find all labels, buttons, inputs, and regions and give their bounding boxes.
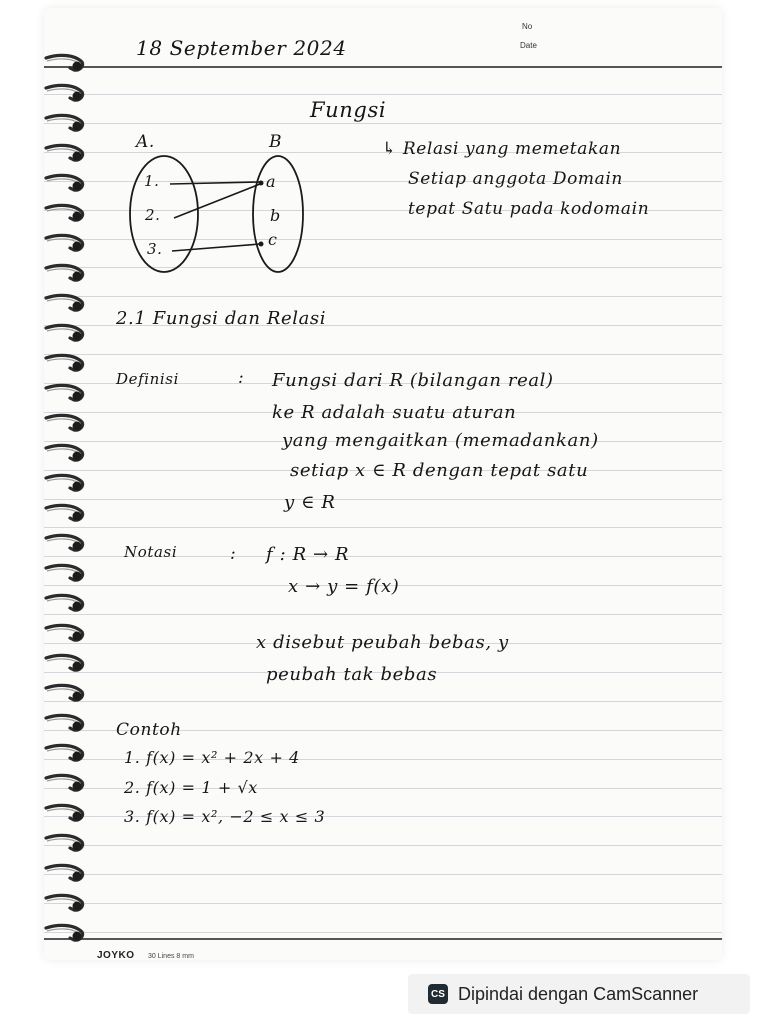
- example-item: 1. f(x) = x² + 2x + 4: [124, 748, 300, 767]
- footer-rule: [44, 938, 722, 940]
- spiral-ring: [44, 112, 86, 134]
- spiral-ring: [44, 292, 86, 314]
- notation-line: x → y = f(x): [288, 576, 400, 597]
- example-item: 2. f(x) = 1 + √x: [124, 778, 258, 797]
- spiral-ring: [44, 562, 86, 584]
- ruled-line: [44, 701, 722, 702]
- spiral-ring: [44, 712, 86, 734]
- section-heading: 2.1 Fungsi dan Relasi: [116, 308, 327, 329]
- domain-ellipse: [130, 156, 198, 272]
- spiral-ring: [44, 472, 86, 494]
- domain-item: 3.: [147, 240, 163, 258]
- notebook-spec: 30 Lines 8 mm: [148, 953, 194, 960]
- date-label: Date: [520, 41, 537, 50]
- arrow-2-a: [174, 184, 260, 218]
- codomain-item: c: [268, 230, 278, 249]
- spiral-ring: [44, 592, 86, 614]
- spiral-ring: [44, 772, 86, 794]
- header-rule: [44, 66, 722, 68]
- definisi-line: setiap x ∈ R dengan tepat satu: [290, 460, 589, 481]
- ruled-line: [44, 123, 722, 124]
- spiral-ring: [44, 682, 86, 704]
- spiral-ring: [44, 922, 86, 944]
- ruled-line: [44, 874, 722, 875]
- notebook-brand: JOYKO: [97, 950, 135, 961]
- set-b-label: B: [269, 132, 283, 152]
- spiral-ring: [44, 502, 86, 524]
- ruled-line: [44, 527, 722, 528]
- ruled-line: [44, 845, 722, 846]
- spiral-ring: [44, 232, 86, 254]
- point-c: [259, 242, 264, 247]
- page-title: Fungsi: [310, 98, 387, 122]
- note-line: tepat Satu pada kodomain: [408, 199, 650, 219]
- contoh-label: Contoh: [116, 720, 182, 740]
- definisi-colon: :: [238, 368, 245, 388]
- spiral-ring: [44, 742, 86, 764]
- point-a: [259, 181, 264, 186]
- definisi-line: Fungsi dari R (bilangan real): [272, 370, 554, 391]
- note-line: ↳ Relasi yang memetakan: [382, 139, 622, 159]
- ruled-line: [44, 903, 722, 904]
- codomain-item: a: [266, 172, 277, 191]
- spiral-ring: [44, 262, 86, 284]
- spiral-ring: [44, 862, 86, 884]
- arrow-3-c: [172, 244, 260, 251]
- spiral-ring: [44, 202, 86, 224]
- arrow-1-a: [170, 182, 260, 184]
- ruled-line: [44, 354, 722, 355]
- notebook-page: [44, 8, 722, 960]
- spiral-ring: [44, 442, 86, 464]
- domain-item: 2.: [145, 206, 161, 224]
- example-item: 3. f(x) = x², −2 ≤ x ≤ 3: [124, 807, 326, 826]
- spiral-ring: [44, 802, 86, 824]
- notation-line: f : R → R: [266, 544, 350, 565]
- ruled-line: [44, 94, 722, 95]
- definisi-line: ke R adalah suatu aturan: [272, 402, 517, 423]
- spiral-ring: [44, 622, 86, 644]
- codomain-item: b: [270, 206, 281, 225]
- camscanner-watermark: [408, 974, 750, 1014]
- set-a-label: A.: [136, 132, 155, 152]
- explanation-line: x disebut peubah bebas, y: [256, 632, 509, 653]
- definisi-label: Definisi: [116, 370, 180, 388]
- notasi-colon: :: [230, 544, 237, 564]
- definisi-line: yang mengaitkan (memadankan): [282, 430, 599, 451]
- spiral-ring: [44, 832, 86, 854]
- notasi-label: Notasi: [124, 543, 178, 561]
- domain-item: 1.: [144, 172, 160, 190]
- camscanner-logo-icon: CS: [428, 984, 448, 1004]
- spiral-ring: [44, 892, 86, 914]
- spiral-ring: [44, 142, 86, 164]
- spiral-ring: [44, 412, 86, 434]
- definisi-line: y ∈ R: [284, 492, 336, 513]
- no-label: No: [522, 22, 533, 31]
- spiral-ring: [44, 382, 86, 404]
- spiral-ring: [44, 352, 86, 374]
- ruled-line: [44, 932, 722, 933]
- note-line: Setiap anggota Domain: [408, 169, 623, 189]
- spiral-ring: [44, 172, 86, 194]
- written-date: 18 September 2024: [136, 36, 347, 60]
- spiral-ring: [44, 652, 86, 674]
- ruled-line: [44, 499, 722, 500]
- ruled-line: [44, 614, 722, 615]
- spiral-ring: [44, 52, 86, 74]
- ruled-line: [44, 296, 722, 297]
- explanation-line: peubah tak bebas: [266, 664, 438, 685]
- spiral-ring: [44, 532, 86, 554]
- spiral-ring: [44, 322, 86, 344]
- watermark-text: Dipindai dengan CamScanner: [458, 983, 699, 1004]
- spiral-ring: [44, 82, 86, 104]
